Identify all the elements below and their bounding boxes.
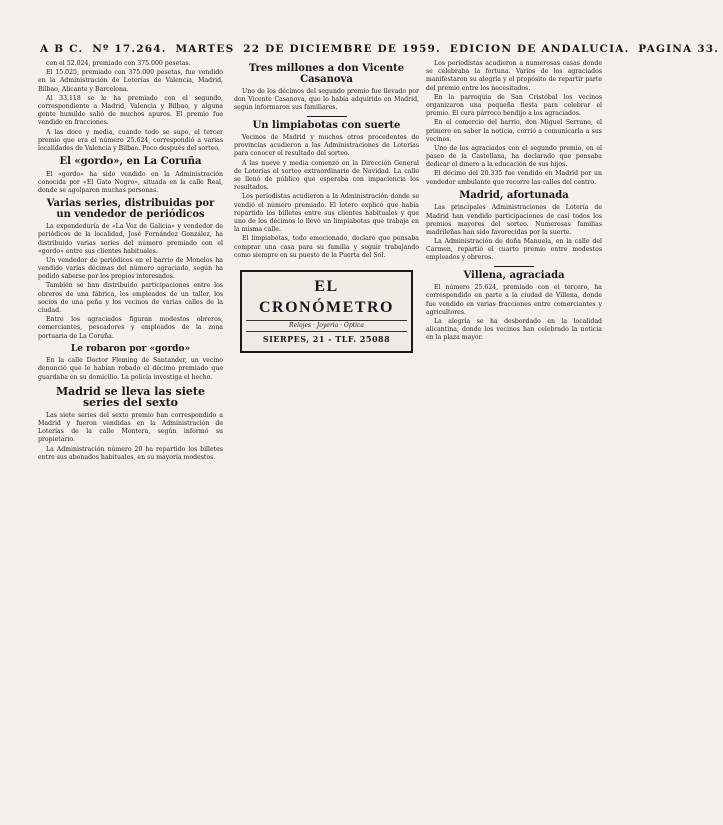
page-header <box>40 43 720 55</box>
divider <box>494 266 534 267</box>
headline-series-vendedor: Varias series, distribuidas por un vendedor de periódicos <box>46 198 215 220</box>
paragraph: Las principales Administraciones de Lotería de Madrid han vendido participaciones de casi todos los premios mayores del sorteo. Numerosas familias madrileñas han sido favorecidas por la suerte. <box>426 204 602 236</box>
paragraph: También se han distribuido participaciones entre los obreros de una fábrica, los empleados de un taller, los socios de una peña y los vecinos de varias calles de la ciudad. <box>38 282 223 314</box>
paragraph: A las doce y media, cuando todo se supo, el tercer premio que era el número 25.624, correspondió a varias localidades de Valencia y Bilbao. Poco después del sorteo. <box>38 128 223 152</box>
paragraph: En la parroquia de San Cristóbal los vecinos organizaron una pequeña fiesta para celebrar el premio. El cura párroco bendijo a los agraciados. <box>426 93 602 118</box>
paragraph: Los periodistas acudieron a la Administración donde se vendió el número premiado. El lotero explicó que había repartido los billetes entre sus clientes habituales y que uno de los décimos lo llevó un limpiabotas que trabaja en la misma calle. <box>234 193 419 234</box>
paragraph: Las siete series del sexto premio han correspondido a Madrid y fueron vendidas en la Administración de Loterías de la calle Montera, según informó su propietario. <box>38 411 223 444</box>
ad-subtitle: Relojes · Joyería · Óptica <box>246 320 407 332</box>
headline-gordo-coruna: El «gordo», en La Coruña <box>59 156 202 168</box>
paragraph: con el 52.024, premiado con 375.000 pesetas. <box>46 60 191 67</box>
paragraph: Los periodistas acudieron a numerosas casas donde se celebraba la fortuna. Varios de los agraciados manifestaron su alegría y el propósito de repartir parte del premio entre los necesitados. <box>426 60 602 92</box>
column-left <box>38 60 223 463</box>
paper-name: A B C. <box>40 43 84 55</box>
paragraph: Al 33.118 se le ha premiado con el segundo, correspondiente a Madrid, Valencia y Bilbao, y alguna gente humilde salió de muchos apuros. El premio fue vendido en fracciones. <box>38 94 223 127</box>
headline-robaron: Le robaron por «gordo» <box>70 343 191 354</box>
paragraph: Vecinos de Madrid y muchos otros procedentes de provincias acudieron a las Administraciones de Loterías para conocer el resultado del sorteo. <box>234 134 419 158</box>
paragraph: La alegría se ha desbordado en la localidad alicantina, donde los vecinos han celebrado la noticia en la plaza mayor. <box>426 317 602 342</box>
paragraph: La expendeduría de «La Voz de Galicia» y vendedor de periódicos de la localidad, José Fernández González, ha distribuido varias series del número premiado con el «gordo» entre sus clientes habituales. <box>38 223 223 255</box>
paragraph: El «gordo» ha sido vendido en la Administración conocida por «El Gato Negro», situada en la calle Real, donde se agolparon muchas personas. <box>38 170 223 194</box>
paragraph: El 15.025, premiado con 375.000 pesetas, fue vendido en la Administración de Loterías de Valencia, Madrid, Bilbao, Alicante y Barcelona. <box>38 69 223 93</box>
paragraph: El número 25.624, premiado con el tercero, ha correspondido en parte a la ciudad de Villena, donde fue vendido en varias fracciones entre comerciantes y agricultores. <box>426 284 602 316</box>
issue-date: 22 DE DICIEMBRE DE 1959. <box>243 43 441 55</box>
paragraph: La Administración de doña Manuela, en la calle del Carmen, repartió el cuarto premio entre modestos empleados y obreros. <box>426 238 602 262</box>
issue-number: Nº 17.264. <box>92 43 167 55</box>
paragraph: La Administración número 20 ha repartido los billetes entre sus abonados habituales, en su mayoría modestos. <box>38 445 223 461</box>
paragraph: Entre los agraciados figuran modestos obreros, comerciantes, pescadores y empleados de la zona portuaria de La Coruña. <box>38 316 223 340</box>
weekday: MARTES <box>175 43 235 55</box>
paragraph: A las nueve y media comenzó en la Dirección General de Loterías el sorteo extraordinario de Navidad. La calle se llenó de público que esperaba con impaciencia los resultados. <box>234 159 419 192</box>
edition: EDICION DE ANDALUCIA. <box>449 43 630 55</box>
paragraph: El limpiabotas, todo emocionado, declaró que pensaba comprar una casa para su familia y seguir trabajando como siempre en su puesto de la Puerta del Sol. <box>234 235 419 259</box>
advertisement-box <box>240 270 413 353</box>
ad-address: SIERPES, 21 - TLF. 25088 <box>262 334 391 344</box>
paragraph: Uno de los agraciados con el segundo premio, en el paseo de la Castellana, ha declarado que pensaba dedicar el dinero a la educación de sus hijos. <box>426 144 602 169</box>
page-number: PAGINA 33. <box>638 43 720 55</box>
paragraph: En el comercio del barrio, don Miguel Serrano, el primero en saber la noticia, corrió a comunicarla a sus vecinos. <box>426 119 602 143</box>
headline-limpiabotas: Un limpiabotas con suerte <box>252 119 401 131</box>
column-center <box>234 60 419 353</box>
paragraph: En la calle Doctor Fleming de Santander, un vecino denunció que le habían robado el décimo premiado que guardaba en su domicilio. La policía investiga el hecho. <box>38 357 223 381</box>
paragraph: Uno de los décimos del segundo premio fue llevado por don Vicente Casanova, que lo había adquirido en Madrid, según informaron sus familiares. <box>234 88 419 112</box>
column-right <box>426 60 602 343</box>
headline-madrid-afortunada: Madrid, afortunada <box>459 189 569 201</box>
paragraph: El décimo del 20.335 fue vendido en Madrid por un vendedor ambulante que recorre las calles del centro. <box>426 170 602 186</box>
ad-title: EL CRONÓMETRO <box>259 277 394 316</box>
divider <box>307 116 347 117</box>
headline-casanova: Tres millones a don Vicente Casanova <box>248 63 405 85</box>
headline-madrid-sexto: Madrid se lleva las siete series del sexto <box>56 384 205 410</box>
headline-villena: Villena, agraciada <box>463 269 565 281</box>
paragraph: Un vendedor de periódicos en el barrio de Monelos ha vendido varias décimas del número agraciado, según ha podido saberse por los propios interesados. <box>38 256 223 281</box>
